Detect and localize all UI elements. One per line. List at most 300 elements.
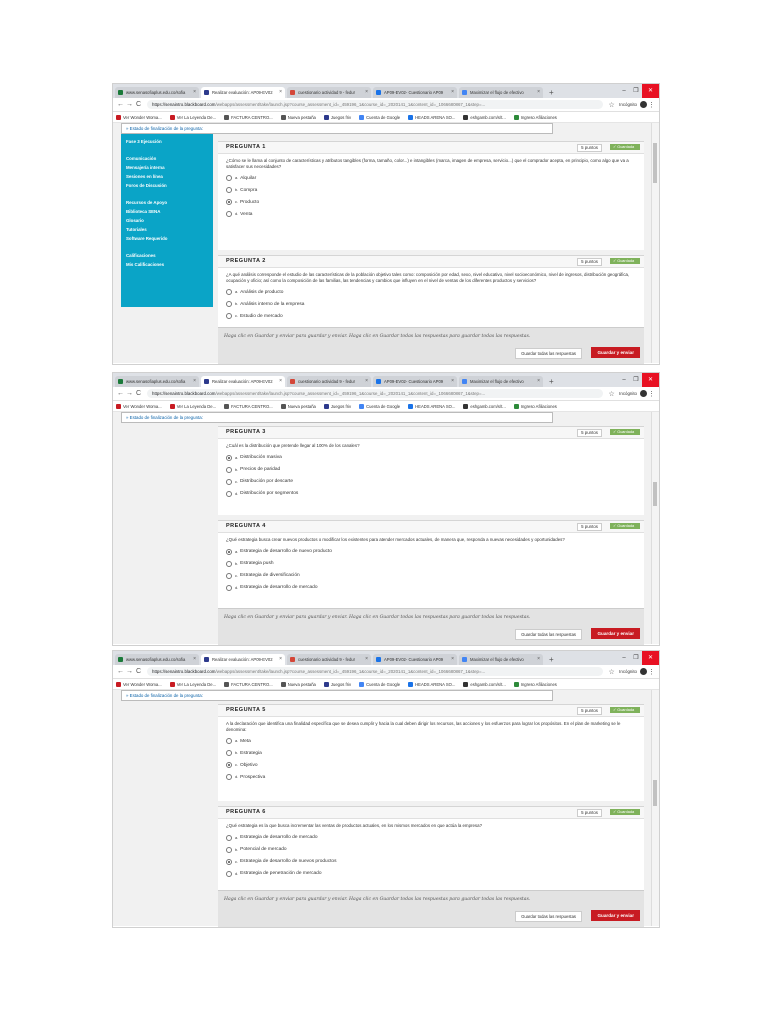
bookmark-icon: [463, 404, 468, 409]
answer-option[interactable]: [226, 286, 636, 298]
question-title: PREGUNTA 3: [226, 429, 266, 435]
submission-footer: [218, 608, 644, 645]
bookmark-label: Ver La Leyenda De...: [176, 403, 217, 409]
points-badge: 5 puntos: [577, 523, 602, 531]
option-letter: b.: [235, 847, 239, 852]
points-badge: 5 puntos: [577, 809, 602, 817]
radio-button[interactable]: [226, 549, 232, 555]
bookmark-label: Ingreso Afiliaciones: [520, 403, 557, 409]
bookmark-icon: [359, 404, 364, 409]
tab-close-icon[interactable]: ×: [193, 378, 196, 384]
question-body: [218, 268, 644, 336]
address-bar: [113, 387, 659, 401]
incognito-label: Incógnito: [619, 102, 637, 107]
bookmark-label: Cuenta de Google: [366, 681, 401, 687]
answer-option[interactable]: [226, 570, 636, 582]
answer-option[interactable]: [226, 476, 636, 488]
sidebar-gap: [121, 190, 213, 198]
minimize-icon[interactable]: –: [622, 377, 626, 383]
bookmark-icon: [116, 682, 121, 687]
option-label: Venta: [240, 211, 253, 217]
scrollbar-thumb[interactable]: [653, 482, 657, 506]
option-letter: a.: [235, 176, 239, 181]
bookmark-item[interactable]: [224, 404, 273, 409]
question-title: PREGUNTA 1: [226, 144, 266, 150]
bookmark-icon: [281, 682, 286, 687]
answer-option[interactable]: [226, 771, 636, 783]
bookmark-label: eshgamb.com/s/t...: [470, 114, 506, 120]
menu-icon[interactable]: ⋮: [648, 101, 655, 109]
radio-button[interactable]: [226, 738, 232, 744]
window-controls: [618, 84, 659, 98]
browser-tab[interactable]: [201, 376, 285, 387]
bookmark-label: Ver Wonder Woma...: [123, 114, 162, 120]
browser-tab[interactable]: [115, 376, 199, 387]
sidebar-item[interactable]: Calificaciones: [126, 253, 156, 258]
option-label: Producto: [239, 199, 260, 205]
answer-option[interactable]: [226, 546, 636, 558]
sidebar-item[interactable]: Tutoriales: [126, 227, 147, 232]
bookmark-item[interactable]: [463, 404, 505, 409]
tab-label: www.senasofiaplus.edu.co/sofia: [126, 90, 186, 95]
bookmark-item[interactable]: [116, 404, 162, 409]
bookmark-star-icon[interactable]: ☆: [608, 668, 615, 676]
restore-icon[interactable]: ❐: [633, 377, 639, 383]
bookmark-icon: [324, 115, 329, 120]
question-header: [218, 141, 644, 154]
incognito-icon[interactable]: [640, 101, 647, 108]
radio-button[interactable]: [226, 750, 232, 756]
sidebar-item[interactable]: Foros de Discusión: [126, 183, 167, 188]
bookmark-icon: [324, 404, 329, 409]
radio-button[interactable]: [226, 175, 232, 181]
browser-tab[interactable]: [115, 654, 199, 665]
bookmark-item[interactable]: [408, 404, 455, 409]
bookmark-item[interactable]: [170, 682, 216, 687]
radio-button[interactable]: [226, 774, 232, 780]
tab-favicon-icon: [462, 657, 467, 662]
tab-favicon-icon: [204, 90, 209, 95]
tab-favicon-icon: [376, 90, 381, 95]
url-field[interactable]: [147, 389, 603, 398]
tab-close-icon[interactable]: ×: [193, 656, 196, 662]
option-label: Estrategia push: [240, 561, 274, 567]
points-badge: 5 puntos: [577, 429, 602, 437]
url-path: /webapps/assessment/take/launch.jsp?course_assessment_id=_459196_1&course_id=_2020141_1&content_id=_1066680867_1&step=...: [215, 102, 486, 107]
restore-icon[interactable]: ❐: [633, 88, 639, 94]
back-icon[interactable]: ←: [117, 390, 124, 397]
radio-button[interactable]: [226, 491, 232, 497]
back-icon[interactable]: ←: [117, 101, 124, 108]
page-scrollbar[interactable]: [651, 412, 659, 644]
answer-option[interactable]: [226, 196, 636, 208]
radio-button[interactable]: [226, 561, 232, 567]
bookmark-item[interactable]: [116, 115, 162, 120]
question-block: [218, 141, 644, 250]
tab-close-icon[interactable]: ×: [279, 378, 282, 384]
minimize-icon[interactable]: –: [622, 88, 626, 94]
sidebar-item[interactable]: Fase 3 Ejecución: [126, 139, 162, 144]
tab-close-icon[interactable]: ×: [451, 656, 454, 662]
option-label: Compra: [240, 187, 258, 193]
incognito-label: Incógnito: [619, 391, 637, 396]
tab-close-icon[interactable]: ×: [365, 656, 368, 662]
sidebar-item[interactable]: Mis Calificaciones: [126, 262, 165, 267]
close-window-icon[interactable]: ✕: [642, 651, 659, 665]
save-and-submit-button[interactable]: Guardar y enviar: [591, 347, 640, 358]
url-host: https://senaintro.blackboard.com: [152, 102, 216, 107]
option-label: Estrategia de desarrollo de nuevo producto: [240, 549, 332, 555]
bookmark-icon: [408, 115, 413, 120]
question-title: PREGUNTA 5: [226, 707, 266, 713]
tab-label: Maximizar el flujo de efectivo: [470, 657, 524, 662]
answer-option[interactable]: [226, 488, 636, 500]
bookmark-label: Ver Wonder Woma...: [123, 681, 162, 687]
scrollbar-thumb[interactable]: [653, 780, 657, 806]
browser-tab[interactable]: [201, 87, 285, 98]
tab-close-icon[interactable]: ×: [365, 378, 368, 384]
option-label: Estrategia de desarrollo de mercado: [240, 585, 318, 591]
bookmark-item[interactable]: [281, 682, 316, 687]
incognito-label: Incógnito: [619, 669, 637, 674]
sidebar-item[interactable]: Glosario: [126, 218, 144, 223]
browser-tab[interactable]: [459, 376, 543, 387]
option-letter: b.: [235, 467, 239, 472]
answer-option[interactable]: [226, 464, 636, 476]
menu-icon[interactable]: ⋮: [648, 668, 655, 676]
bookmark-label: Ver La Leyenda De...: [176, 681, 217, 687]
bookmark-item[interactable]: [224, 115, 273, 120]
tab-label: cuestionario actividad 9 - fedur: [298, 379, 356, 384]
bookmark-label: FACTURA CENTRO...: [231, 114, 273, 120]
bookmark-label: Ingreso Afiliaciones: [520, 114, 557, 120]
bookmark-icon: [170, 682, 175, 687]
tab-favicon-icon: [290, 90, 295, 95]
save-and-submit-button[interactable]: Guardar y enviar: [591, 628, 640, 639]
browser-tab[interactable]: [373, 376, 457, 387]
bookmark-item[interactable]: [359, 115, 400, 120]
answer-option[interactable]: [226, 172, 636, 184]
answer-option[interactable]: [226, 452, 636, 464]
reload-icon[interactable]: C: [135, 390, 142, 397]
option-label: Estrategia de diversificación: [239, 573, 300, 579]
bookmark-label: Nueva pestaña: [287, 403, 316, 409]
back-icon[interactable]: ←: [117, 668, 124, 675]
bookmark-label: Cuenta de Google: [366, 403, 401, 409]
answer-option[interactable]: [226, 298, 636, 310]
browser-tab[interactable]: [459, 654, 543, 665]
bookmark-item[interactable]: [281, 404, 316, 409]
radio-button[interactable]: [226, 301, 232, 307]
bookmarks-bar: [113, 401, 659, 412]
option-letter: c.: [235, 479, 238, 484]
bookmark-item[interactable]: [408, 115, 455, 120]
question-header: [218, 520, 644, 533]
answer-option[interactable]: [226, 844, 636, 856]
option-letter: c.: [235, 200, 238, 205]
bookmark-icon: [514, 404, 519, 409]
tab-favicon-icon: [462, 90, 467, 95]
bookmark-label: FACTURA CENTRO...: [231, 681, 273, 687]
radio-button[interactable]: [226, 835, 232, 841]
bookmark-star-icon[interactable]: ☆: [608, 101, 615, 109]
bookmark-label: eshgamb.com/s/t...: [470, 403, 506, 409]
option-label: Distribución por descarte: [239, 479, 294, 485]
forward-icon[interactable]: →: [126, 101, 133, 108]
tab-close-icon[interactable]: ×: [279, 656, 282, 662]
radio-button[interactable]: [226, 847, 232, 853]
question-title: PREGUNTA 4: [226, 523, 266, 529]
bookmark-item[interactable]: [224, 682, 273, 687]
bookmark-item[interactable]: [408, 682, 455, 687]
radio-button[interactable]: [226, 859, 232, 865]
bookmark-icon: [324, 682, 329, 687]
bookmark-item[interactable]: [359, 682, 400, 687]
scrollbar-thumb[interactable]: [653, 143, 657, 183]
saved-status-badge: ✓ Guardada: [610, 144, 640, 150]
browser-window: [112, 372, 660, 646]
url-field[interactable]: [147, 100, 603, 109]
radio-button[interactable]: [226, 187, 232, 193]
radio-button[interactable]: [226, 199, 232, 205]
sidebar-item[interactable]: Biblioteca SENA: [126, 209, 161, 214]
answer-option[interactable]: [226, 868, 636, 880]
bookmark-icon: [281, 404, 286, 409]
save-all-button[interactable]: Guardar todas las respuestas: [515, 629, 582, 640]
page-content: [113, 690, 659, 926]
tab-close-icon[interactable]: ×: [451, 89, 454, 95]
browser-tab[interactable]: [287, 87, 371, 98]
tab-label: AP09-EV02- Cuestionario AP09: [384, 379, 444, 384]
bookmark-item[interactable]: [324, 404, 351, 409]
option-letter: b.: [235, 561, 239, 566]
bookmark-item[interactable]: [324, 682, 351, 687]
tab-favicon-icon: [118, 90, 123, 95]
bookmark-icon: [408, 404, 413, 409]
tab-close-icon[interactable]: ×: [193, 89, 196, 95]
window-controls: [618, 373, 659, 387]
bookmark-star-icon[interactable]: ☆: [608, 390, 615, 398]
saved-status-badge: ✓ Guardada: [610, 429, 640, 435]
bookmark-icon: [170, 115, 175, 120]
incognito-icon[interactable]: [640, 668, 647, 675]
saved-status-badge: ✓ Guardada: [610, 258, 640, 264]
option-letter: c.: [235, 859, 238, 864]
new-tab-icon[interactable]: +: [549, 655, 554, 664]
reload-icon[interactable]: C: [135, 668, 142, 675]
url-field[interactable]: [147, 667, 603, 676]
tab-label: Maximizar el flujo de efectivo: [470, 379, 524, 384]
tab-label: cuestionario actividad 9 - fedur: [298, 90, 356, 95]
tab-close-icon[interactable]: ×: [537, 89, 540, 95]
restore-icon[interactable]: ❐: [633, 655, 639, 661]
tab-close-icon[interactable]: ×: [537, 378, 540, 384]
page-scrollbar[interactable]: [651, 690, 659, 926]
bookmark-label: FACTURA CENTRO...: [231, 403, 273, 409]
bookmark-icon: [359, 115, 364, 120]
answer-option[interactable]: [226, 832, 636, 844]
browser-tab[interactable]: [287, 376, 371, 387]
browser-tab[interactable]: [373, 654, 457, 665]
option-label: Prospectiva: [240, 774, 266, 780]
bookmark-label: Nueva pestaña: [287, 681, 316, 687]
radio-button[interactable]: [226, 479, 232, 485]
save-all-button[interactable]: Guardar todas las respuestas: [515, 348, 582, 359]
answer-option[interactable]: [226, 856, 636, 868]
tab-label: Realizar evaluación: AP09-EV02: [212, 379, 273, 384]
tab-close-icon[interactable]: ×: [279, 89, 282, 95]
question-block: [218, 704, 644, 801]
bookmark-item[interactable]: [514, 682, 557, 687]
option-letter: d.: [235, 585, 239, 590]
close-window-icon[interactable]: ✕: [642, 84, 659, 98]
bookmark-icon: [116, 404, 121, 409]
answer-option[interactable]: [226, 747, 636, 759]
bookmark-item[interactable]: [514, 115, 557, 120]
radio-button[interactable]: [226, 289, 232, 295]
option-label: Alquilar: [240, 175, 257, 181]
answer-option[interactable]: [226, 184, 636, 196]
tab-label: AP09-EV02- Cuestionario AP09: [384, 657, 444, 662]
close-window-icon[interactable]: ✕: [642, 373, 659, 387]
save-all-button[interactable]: Guardar todas las respuestas: [515, 911, 582, 922]
question-header: [218, 704, 644, 717]
address-bar: [113, 665, 659, 679]
address-bar: [113, 98, 659, 112]
url-host: https://senaintro.blackboard.com: [152, 391, 216, 396]
sidebar-item[interactable]: Comunicación: [126, 156, 157, 161]
radio-button[interactable]: [226, 467, 232, 473]
new-tab-icon[interactable]: +: [549, 377, 554, 386]
tab-favicon-icon: [204, 657, 209, 662]
bookmark-label: Juegos friv: [330, 114, 352, 120]
option-letter: a.: [235, 549, 239, 554]
option-letter: b.: [235, 751, 239, 756]
menu-icon[interactable]: ⋮: [648, 390, 655, 398]
sidebar-item[interactable]: Software Requerido: [126, 236, 168, 241]
footer-instructions: Haga clic en Guardar y enviar para guardar y enviar. Haga clic en Guardar todas las respuestas para guardar todas las respuestas.: [224, 615, 531, 620]
radio-button[interactable]: [226, 585, 232, 591]
option-label: Estrategia: [240, 750, 262, 756]
radio-button[interactable]: [226, 762, 232, 768]
browser-tab[interactable]: [115, 87, 199, 98]
option-letter: c.: [235, 763, 238, 768]
forward-icon[interactable]: →: [126, 390, 133, 397]
forward-icon[interactable]: →: [126, 668, 133, 675]
question-text: ¿Cuál es la distribución que pretende llegar al 100% de los canales?: [226, 443, 360, 448]
answer-option[interactable]: [226, 735, 636, 747]
incognito-icon[interactable]: [640, 390, 647, 397]
bookmark-item[interactable]: [116, 682, 162, 687]
radio-button[interactable]: [226, 871, 232, 877]
bookmark-item[interactable]: [463, 115, 505, 120]
tab-favicon-icon: [376, 379, 381, 384]
answer-option[interactable]: [226, 558, 636, 570]
url-host: https://senaintro.blackboard.com: [152, 669, 216, 674]
reload-icon[interactable]: C: [135, 101, 142, 108]
tab-label: Maximizar el flujo de efectivo: [470, 90, 524, 95]
bookmark-item[interactable]: [463, 682, 505, 687]
bookmark-icon: [463, 115, 468, 120]
radio-button[interactable]: [226, 573, 232, 579]
browser-tab[interactable]: [459, 87, 543, 98]
bookmark-item[interactable]: [170, 115, 216, 120]
answer-option[interactable]: [226, 208, 636, 220]
bookmark-item[interactable]: [281, 115, 316, 120]
tab-close-icon[interactable]: ×: [537, 656, 540, 662]
new-tab-icon[interactable]: +: [549, 88, 554, 97]
page-scrollbar[interactable]: [651, 123, 659, 363]
bookmark-item[interactable]: [324, 115, 351, 120]
browser-tab[interactable]: [373, 87, 457, 98]
option-letter: d.: [235, 775, 239, 780]
bookmark-item[interactable]: [170, 404, 216, 409]
option-letter: c.: [235, 573, 238, 578]
bookmark-item[interactable]: [359, 404, 400, 409]
question-text: A la declaración que identifica una finalidad específica que se desea cumplir y hacia la cual deben dirigir los recursos, las acciones y los esfuerzos para lograr los propósitos. En el plan de marketing se le denomina:: [226, 721, 621, 732]
browser-tab[interactable]: [287, 654, 371, 665]
bookmark-icon: [170, 404, 175, 409]
option-label: Distribución masiva: [240, 455, 282, 461]
tab-favicon-icon: [462, 379, 467, 384]
radio-button[interactable]: [226, 211, 232, 217]
bookmark-label: Ingreso Afiliaciones: [520, 681, 557, 687]
tab-label: Realizar evaluación: AP09-EV02: [212, 90, 273, 95]
footer-instructions: Haga clic en Guardar y enviar para guardar y enviar. Haga clic en Guardar todas las respuestas para guardar todas las respuestas.: [224, 334, 531, 339]
option-letter: b.: [235, 188, 239, 193]
save-and-submit-button[interactable]: Guardar y enviar: [591, 910, 640, 921]
bookmark-label: HEADS ARENA SO...: [415, 681, 456, 687]
radio-button[interactable]: [226, 313, 232, 319]
bookmark-item[interactable]: [514, 404, 557, 409]
sidebar-item[interactable]: Recursos de Apoyo: [126, 200, 168, 205]
tab-close-icon[interactable]: ×: [451, 378, 454, 384]
submission-footer: [218, 890, 644, 927]
tab-close-icon[interactable]: ×: [365, 89, 368, 95]
question-status-link[interactable]: » Estado de finalización de la pregunta:: [121, 690, 553, 701]
bookmark-icon: [359, 682, 364, 687]
option-label: Estrategia de desarrollo de nuevos productos: [239, 859, 337, 865]
option-letter: b.: [235, 302, 239, 307]
browser-tab[interactable]: [201, 654, 285, 665]
bookmark-icon: [514, 682, 519, 687]
answer-option[interactable]: [226, 582, 636, 594]
bookmark-label: Ver Wonder Woma...: [123, 403, 162, 409]
tab-favicon-icon: [290, 657, 295, 662]
sidebar-item[interactable]: Mensajería interna: [126, 165, 165, 170]
question-block: [218, 255, 644, 336]
bookmark-icon: [224, 682, 229, 687]
option-label: Estrategia de penetración de mercado: [240, 871, 322, 877]
bookmark-label: eshgamb.com/s/t...: [470, 681, 506, 687]
option-letter: a.: [235, 290, 239, 295]
bookmark-icon: [514, 115, 519, 120]
answer-option[interactable]: [226, 759, 636, 771]
bookmark-icon: [408, 682, 413, 687]
window-controls: [618, 651, 659, 665]
radio-button[interactable]: [226, 455, 232, 461]
question-status-link[interactable]: » Estado de finalización de la pregunta:: [121, 123, 553, 134]
sidebar-item[interactable]: Sesiones en línea: [126, 174, 163, 179]
minimize-icon[interactable]: –: [622, 655, 626, 661]
tab-label: cuestionario actividad 9 - fedur: [298, 657, 356, 662]
bookmark-icon: [281, 115, 286, 120]
question-status-link[interactable]: » Estado de finalización de la pregunta:: [121, 412, 553, 423]
bookmark-label: Juegos friv: [330, 681, 352, 687]
tab-favicon-icon: [118, 379, 123, 384]
points-badge: 5 puntos: [577, 258, 602, 266]
answer-option[interactable]: [226, 310, 636, 322]
